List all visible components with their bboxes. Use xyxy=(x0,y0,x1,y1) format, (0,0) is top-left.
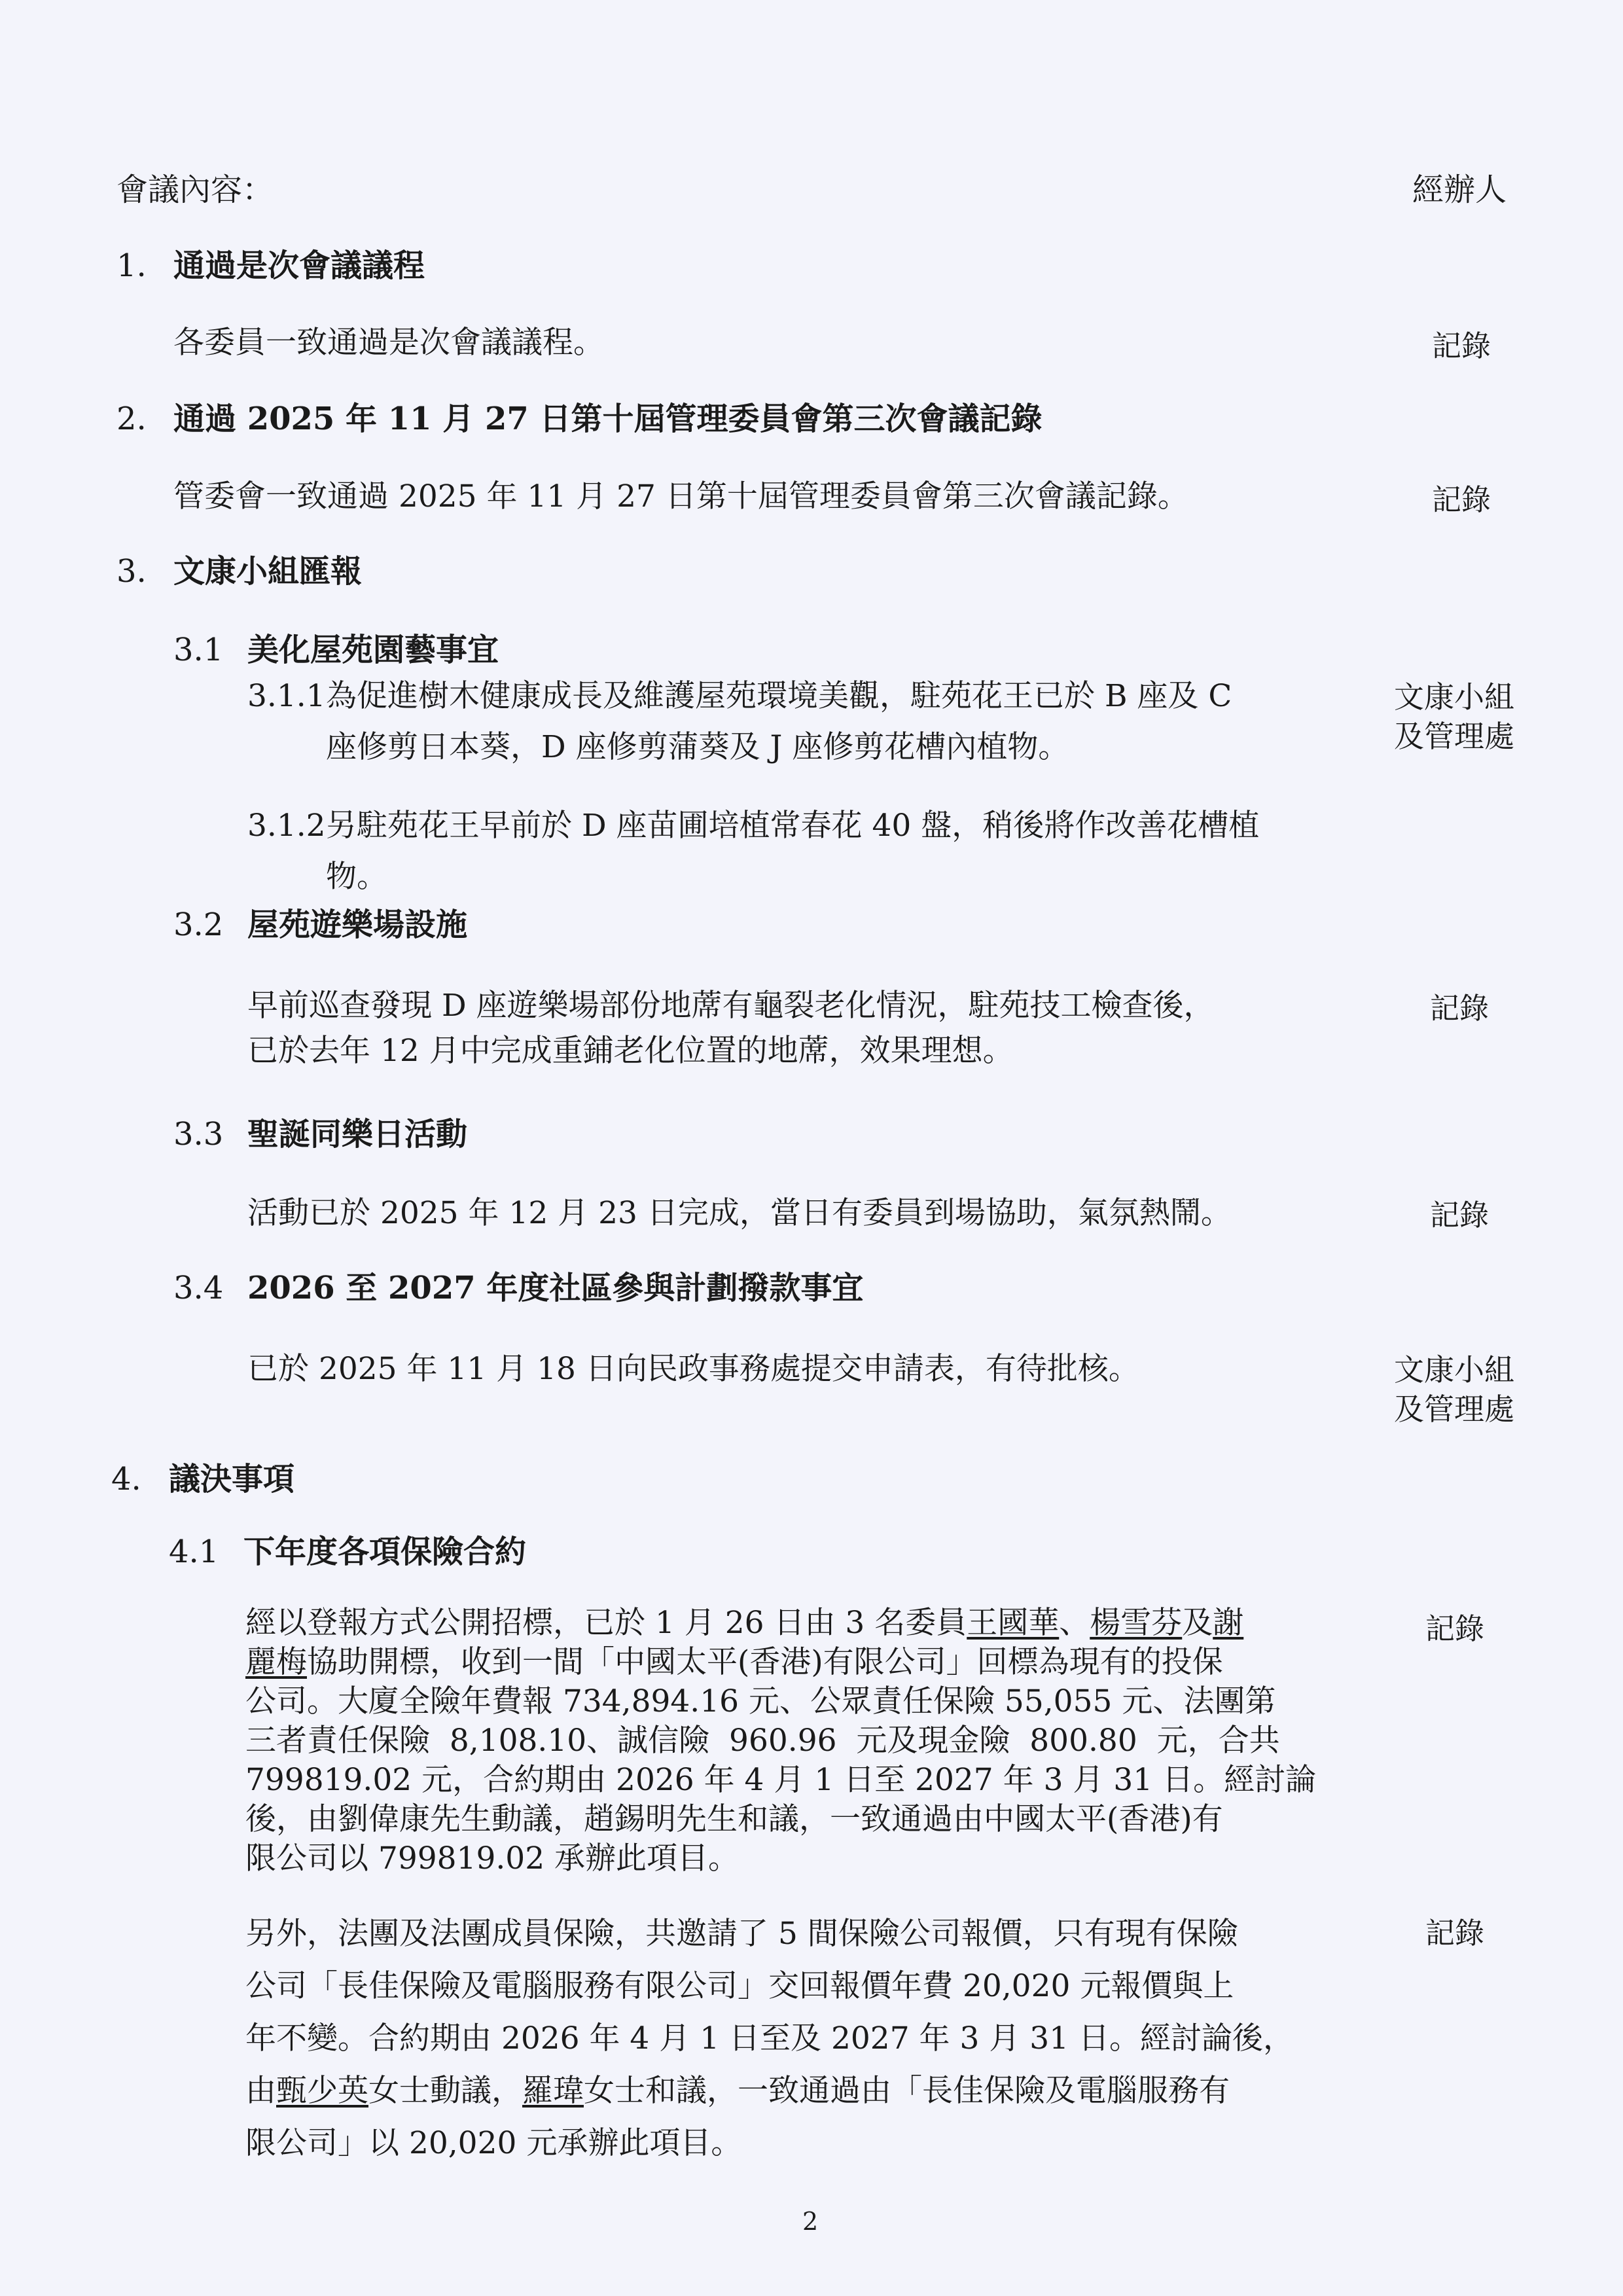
committee-member-name: 謝 xyxy=(1213,1605,1244,1641)
paragraph-line: 公司「長佳保險及電腦服務有限公司」交回報價年費 20,020 元報價與上 xyxy=(245,1968,1234,2004)
paragraph-line xyxy=(245,1604,1316,1643)
item-1-text: 各委員一致通過是次會議議程。 xyxy=(173,325,604,361)
sub-3-3-text: 活動已於 2025 年 12 月 23 日完成，當日有委員到場協助，氣氛熱鬧。 xyxy=(247,1195,1232,1231)
item-2-number: 2. xyxy=(116,401,147,437)
text-run: 女士動議， xyxy=(368,2073,522,2109)
item-2-handler: 記錄 xyxy=(1432,482,1491,517)
paragraph-line xyxy=(245,1643,1316,1682)
handler-column-label: 經辦人 xyxy=(1412,171,1507,208)
paragraph-line: 另外，法團及法團成員保險，共邀請了 5 間保險公司報價，只有現有保險 xyxy=(245,1916,1238,1952)
sub-4-1-number: 4.1 xyxy=(169,1534,219,1570)
sub-4-1-title: 下年度各項保險合約 xyxy=(243,1534,527,1570)
sub-4-1-paragraph-1 xyxy=(245,1604,1316,1878)
sub-3-2-number: 3.2 xyxy=(173,906,224,943)
committee-member-name: 王國華 xyxy=(967,1605,1060,1641)
item-3-number: 3. xyxy=(116,553,147,590)
item-2-text: 管委會一致通過 2025 年 11 月 27 日第十屆管理委員會第三次會議記錄。 xyxy=(173,478,1188,514)
item-3-title: 文康小組匯報 xyxy=(173,553,363,590)
item-1-title: 通過是次會議議程 xyxy=(173,247,425,284)
text-run: 、 xyxy=(1059,1605,1090,1641)
sub-3-4-text: 已於 2025 年 11 月 18 日向民政事務處提交申請表，有待批核。 xyxy=(247,1351,1139,1387)
item-2-title: 通過 2025 年 11 月 27 日第十屆管理委員會第三次會議記錄 xyxy=(173,401,1043,437)
paragraph-line: 後，由劉偉康先生動議，趙錫明先生和議，一致通過由中國太平(香港)有 xyxy=(245,1801,1223,1837)
committee-member-name: 羅瑋 xyxy=(522,2073,584,2109)
sub-3-4-handler xyxy=(1394,1351,1514,1429)
paragraph-line: 799819.02 元，合約期由 2026 年 4 月 1 日至 2027 年 3 月 31 日。經討論 xyxy=(245,1762,1317,1798)
sub-3-1-number: 3.1 xyxy=(173,632,224,668)
item-4-number: 4. xyxy=(111,1461,141,1498)
text-run: 協助開標，收到一間「中國太平(香港)有限公司」回標為現有的投保 xyxy=(307,1644,1223,1680)
sub-3-3-title: 聖誕同樂日活動 xyxy=(247,1116,468,1153)
paragraph-line: 公司。大廈全險年費報 734,894.16 元、公眾責任保險 55,055 元、法團第 xyxy=(245,1683,1276,1719)
contents-label: 會議內容： xyxy=(116,171,274,208)
page-number: 2 xyxy=(802,2207,819,2236)
sub-3-3-number: 3.3 xyxy=(173,1116,224,1153)
paragraph-line: 三者責任保險 8,108.10、誠信險 960.96 元及現金險 800.80 元，合共 xyxy=(245,1723,1280,1759)
para-3-1-2-line2: 物。 xyxy=(326,859,387,895)
text-run: 女士和議，一致通過由「長佳保險及電腦服務有 xyxy=(584,2073,1230,2109)
paragraph-line xyxy=(245,2065,1294,2117)
sub-3-4-number: 3.4 xyxy=(173,1270,224,1306)
item-1-number: 1. xyxy=(116,247,147,284)
sub-4-1-paragraph-2 xyxy=(245,1908,1294,2170)
para-3-1-2-line1: 另駐苑花王早前於 D 座苗圃培植常春花 40 盤，稍後將作改善花槽植 xyxy=(326,808,1260,844)
sub-3-3-handler: 記錄 xyxy=(1430,1198,1489,1232)
committee-member-name: 甄少英 xyxy=(276,2073,368,2109)
sub-3-2-line1: 早前巡查發現 D 座遊樂場部份地蓆有龜裂老化情況，駐苑技工檢查後， xyxy=(247,988,1215,1024)
paragraph-line: 限公司」以 20,020 元承辦此項目。 xyxy=(245,2125,742,2161)
paragraph-line: 年不變。合約期由 2026 年 4 月 1 日至及 2027 年 3 月 31 日。經討論後， xyxy=(245,2020,1294,2056)
committee-member-name: 楊雪芬 xyxy=(1090,1605,1183,1641)
committee-member-name: 麗梅 xyxy=(245,1644,307,1680)
item-4-title: 議決事項 xyxy=(169,1461,295,1498)
para-3-1-1-number: 3.1.1 xyxy=(247,678,326,714)
para-3-1-2-number: 3.1.2 xyxy=(247,808,326,844)
sub-3-4-title: 2026 至 2027 年度社區參與計劃撥款事宜 xyxy=(247,1270,864,1306)
para-3-1-1-handler xyxy=(1394,678,1514,757)
text-run: 由 xyxy=(245,2073,276,2109)
text-run: 經以登報方式公開招標，已於 1 月 26 日由 3 名委員 xyxy=(245,1605,967,1641)
sub-3-2-title: 屋苑遊樂場設施 xyxy=(247,906,468,943)
text-run: 及 xyxy=(1182,1605,1213,1641)
para-3-1-1-line1: 為促進樹木健康成長及維護屋苑環境美觀，駐苑花王已於 B 座及 C xyxy=(326,678,1232,714)
item-1-handler: 記錄 xyxy=(1432,329,1491,363)
handler-line: 及管理處 xyxy=(1394,1391,1514,1427)
sub-4-1-paragraph-1-handler: 記錄 xyxy=(1425,1611,1485,1646)
handler-line: 文康小組 xyxy=(1394,1352,1514,1388)
para-3-1-1-line2: 座修剪日本葵，D 座修剪蒲葵及 J 座修剪花槽內植物。 xyxy=(326,729,1069,765)
handler-line: 文康小組 xyxy=(1394,679,1514,715)
sub-3-1-title: 美化屋苑園藝事宜 xyxy=(247,632,499,668)
sub-3-2-line2: 已於去年 12 月中完成重鋪老化位置的地蓆，效果理想。 xyxy=(247,1033,1014,1069)
sub-4-1-paragraph-2-handler: 記錄 xyxy=(1425,1916,1485,1950)
paragraph-line: 限公司以 799819.02 承辦此項目。 xyxy=(245,1840,740,1876)
handler-line: 及管理處 xyxy=(1394,718,1514,754)
sub-3-2-handler: 記錄 xyxy=(1430,991,1489,1026)
